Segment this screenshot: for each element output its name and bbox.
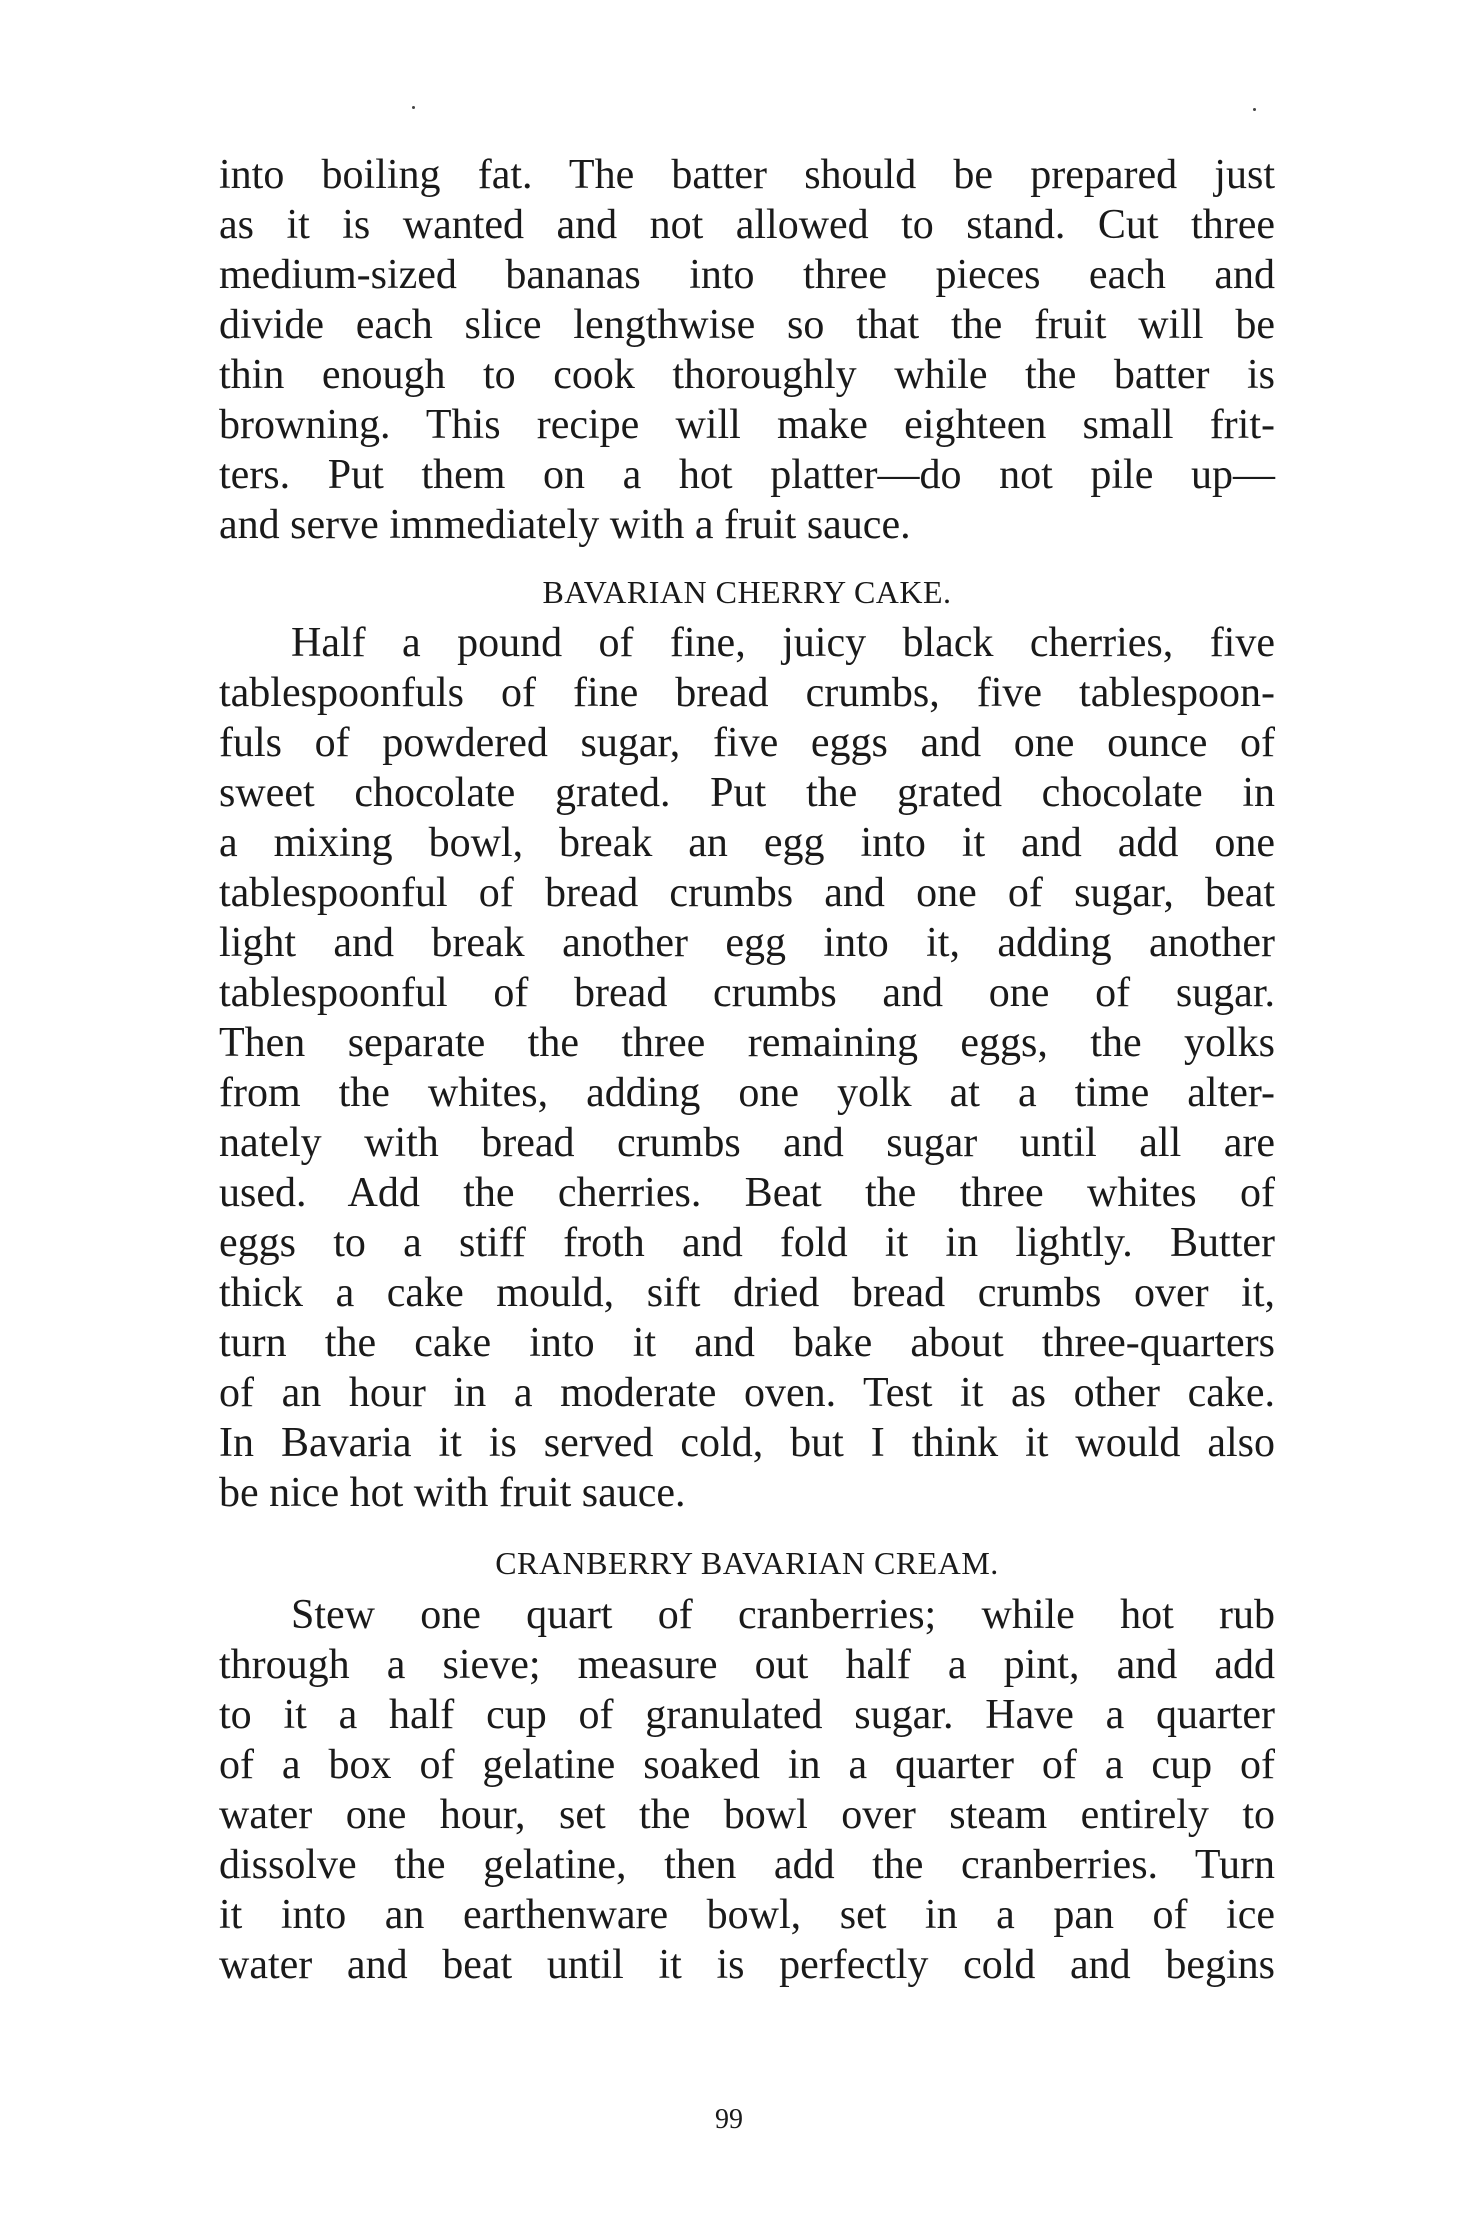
text-line: and serve immediately with a fruit sauce. [219, 502, 911, 548]
text-line: turn the cake into it and bake about three-quarters [219, 1320, 1275, 1366]
text-line: browning. This recipe will make eighteen small frit- [219, 402, 1275, 448]
print-speck [412, 106, 415, 109]
text-line: to it a half cup of granulated sugar. Have a quarter [219, 1692, 1275, 1738]
text-line: thick a cake mould, sift dried bread crumbs over it, [219, 1270, 1275, 1316]
text-line: In Bavaria it is served cold, but I think it would also [219, 1420, 1275, 1466]
heading-bavarian-cherry-cake: BAVARIAN CHERRY CAKE. [542, 574, 952, 610]
text-line: medium-sized bananas into three pieces each and [219, 252, 1275, 298]
text-line: water one hour, set the bowl over steam entirely to [219, 1792, 1275, 1838]
text-line: tablespoonful of bread crumbs and one of sugar. [219, 970, 1275, 1016]
text-line: fuls of powdered sugar, five eggs and one ounce of [219, 720, 1275, 766]
text-line: Stew one quart of cranberries; while hot rub [291, 1592, 1275, 1638]
text-line: thin enough to cook thoroughly while the batter is [219, 352, 1275, 398]
paragraph-bavarian-cherry-cake [219, 618, 1275, 1518]
text-line: tablespoonfuls of fine bread crumbs, five tablespoon- [219, 670, 1275, 716]
text-line: of a box of gelatine soaked in a quarter of a cup of [219, 1742, 1275, 1788]
text-line: into boiling fat. The batter should be prepared just [219, 152, 1275, 198]
print-speck [1253, 108, 1256, 111]
text-line: it into an earthenware bowl, set in a pan of ice [219, 1892, 1275, 1938]
text-line: tablespoonful of bread crumbs and one of sugar, beat [219, 870, 1275, 916]
heading-cranberry-bavarian-cream: CRANBERRY BAVARIAN CREAM. [495, 1545, 999, 1581]
text-line: used. Add the cherries. Beat the three whites of [219, 1170, 1275, 1216]
text-line: dissolve the gelatine, then add the cranberries. Turn [219, 1842, 1275, 1888]
text-line: be nice hot with fruit sauce. [219, 1470, 686, 1516]
text-line: light and break another egg into it, adding another [219, 920, 1275, 966]
text-line: nately with bread crumbs and sugar until all are [219, 1120, 1275, 1166]
text-line: Half a pound of fine, juicy black cherries, five [291, 620, 1275, 666]
text-line: ters. Put them on a hot platter—do not pile up— [219, 452, 1275, 498]
page-number: 99 [715, 2104, 743, 2135]
text-line: as it is wanted and not allowed to stand. Cut three [219, 202, 1275, 248]
paragraph-banana-fritters [219, 150, 1275, 550]
paragraph-cranberry-bavarian-cream [219, 1590, 1275, 1990]
text-line: sweet chocolate grated. Put the grated chocolate in [219, 770, 1275, 816]
text-line: through a sieve; measure out half a pint, and add [219, 1642, 1275, 1688]
text-line: of an hour in a moderate oven. Test it as other cake. [219, 1370, 1275, 1416]
text-line: divide each slice lengthwise so that the fruit will be [219, 302, 1275, 348]
text-line: a mixing bowl, break an egg into it and add one [219, 820, 1275, 866]
text-line: water and beat until it is perfectly cold and begins [219, 1942, 1275, 1988]
text-line: Then separate the three remaining eggs, the yolks [219, 1020, 1275, 1066]
text-line: from the whites, adding one yolk at a time alter- [219, 1070, 1275, 1116]
text-line: eggs to a stiff froth and fold it in lightly. Butter [219, 1220, 1275, 1266]
